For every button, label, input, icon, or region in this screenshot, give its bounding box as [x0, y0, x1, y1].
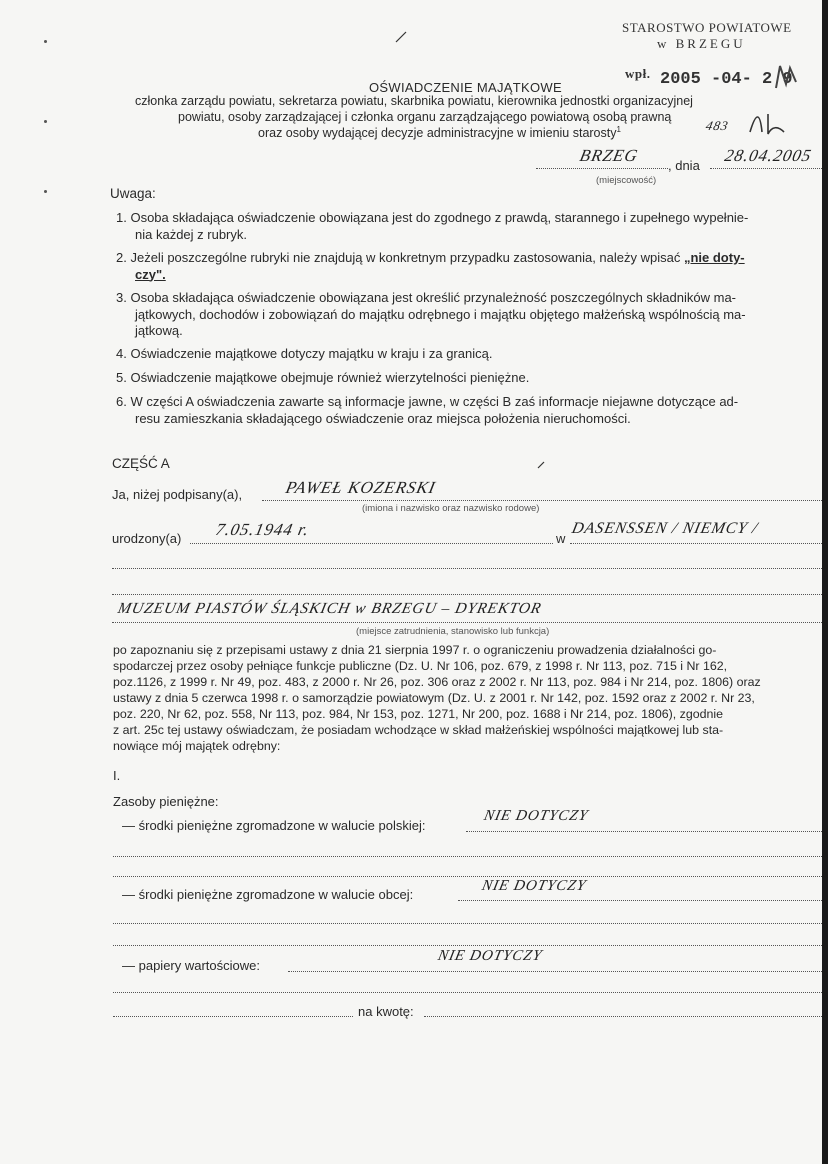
- note-number: 2.: [116, 250, 127, 265]
- blank-line: [113, 876, 822, 877]
- handwritten-mark-icon: [748, 108, 788, 138]
- note-number: 5.: [116, 370, 127, 385]
- amount-field-line: [424, 1016, 822, 1017]
- punch-mark: [44, 120, 47, 123]
- stamp-scribble-icon: [772, 62, 800, 92]
- office-stamp-name: STAROSTWO POWIATOWE: [622, 20, 792, 35]
- born-place-value: DASENSSEN / NIEMCY /: [570, 520, 760, 537]
- place-value: BRZEG: [578, 146, 641, 165]
- place-field-line: [536, 168, 668, 169]
- section-roman: I.: [113, 768, 121, 783]
- foreign-field-line: [458, 900, 822, 901]
- date-label: , dnia: [668, 158, 700, 173]
- title-line-3-text: oraz osoby wydającej decyzje administracyjne w imieniu starosty: [258, 126, 617, 141]
- note-text: Jeżeli poszczególne rubryki nie znajdują w konkretnym przypadku zastosowania, należy wpisać: [130, 250, 684, 265]
- registration-number: 483: [704, 118, 731, 133]
- blank-line: [113, 992, 822, 993]
- statement-line: po zapoznaniu się z przepisami ustawy z dnia 21 sierpnia 1997 r. o ograniczeniu prowadzenia działalności go-: [113, 643, 717, 657]
- statement-line: poz.1126, z 1999 r. Nr 49, poz. 483, z 2000 r. Nr 26, poz. 306 oraz z 2002 r. Nr 113, poz. 984 i Nr 214, poz. 1806) oraz: [113, 675, 761, 689]
- name-value: PAWEŁ KOZERSKI: [284, 478, 438, 497]
- note-text: Oświadczenie majątkowe obejmuje również wierzytelności pieniężne.: [130, 370, 530, 385]
- note-text: nia każdej z rubryk.: [135, 226, 247, 242]
- footnote-mark: 1: [616, 125, 621, 134]
- securities-field-line: [288, 971, 822, 972]
- pen-mark-icon: [394, 30, 408, 44]
- born-in-label: w: [556, 531, 566, 546]
- securities-label: — papiery wartościowe:: [122, 958, 260, 973]
- employment-line: [112, 622, 822, 623]
- office-stamp-city: w BRZEGU: [657, 36, 746, 51]
- note-text: jątkową.: [135, 323, 183, 338]
- note-number: 6.: [116, 394, 127, 409]
- securities-value: NIE DOTYCZY: [436, 948, 544, 964]
- born-date-value: 7.05.1944 r.: [214, 520, 312, 539]
- note-text: Oświadczenie majątkowe dotyczy majątku w kraju i za granicą.: [130, 346, 493, 361]
- blank-line: [113, 945, 822, 946]
- note-item-6: [116, 394, 738, 427]
- punch-mark: [44, 190, 47, 193]
- pln-label: — środki pieniężne zgromadzone w walucie polskiej:: [122, 818, 426, 833]
- title-line-1: członka zarządu powiatu, sekretarza powiatu, skarbnika powiatu, kierownika jednostki organizacyjnej: [135, 94, 693, 108]
- amount-prefix-line: [113, 1016, 353, 1017]
- note-item-2: [116, 250, 745, 283]
- pln-value: NIE DOTYCZY: [482, 808, 590, 824]
- blank-line: [112, 594, 822, 595]
- employment-caption: (miejsce zatrudnienia, stanowisko lub funkcja): [356, 626, 550, 637]
- note-item-3: [116, 290, 746, 340]
- note-item-1: [116, 210, 748, 243]
- punch-mark: [44, 40, 47, 43]
- note-item-4: [116, 346, 492, 363]
- scan-edge: [822, 0, 828, 1164]
- received-label: wpł.: [625, 66, 651, 81]
- statement-line: ustawy z dnia 5 czerwca 1998 r. o samorządzie powiatowym (Dz. U. z 2001 r. Nr 142, poz. 1592 oraz z 2002 r. Nr 23,: [113, 691, 755, 705]
- note-item-5: [116, 370, 529, 387]
- place-caption: (miejscowość): [596, 175, 657, 186]
- section-heading: Zasoby pieniężne:: [113, 794, 219, 809]
- blank-line: [113, 856, 822, 857]
- note-emphasis: czy".: [135, 266, 166, 282]
- blank-line: [113, 923, 822, 924]
- note-emphasis: „nie doty-: [683, 250, 745, 265]
- name-caption: (imiona i nazwisko oraz nazwisko rodowe): [362, 503, 540, 514]
- blank-line: [112, 568, 822, 569]
- title-line-3: [258, 125, 621, 140]
- pln-field-line: [466, 831, 822, 832]
- note-number: 1.: [116, 210, 127, 225]
- born-date-line: [190, 543, 553, 544]
- foreign-label: — środki pieniężne zgromadzone w walucie obcej:: [122, 887, 414, 902]
- note-text: W części A oświadczenia zawarte są informacje jawne, w części B zaś informacje niejawne dotyczące ad-: [130, 394, 739, 409]
- title-line-2: powiatu, osoby zarządzającej i członka organu zarządzającego powiatową osobą prawną: [178, 110, 672, 124]
- document-title: OŚWIADCZENIE MAJĄTKOWE: [369, 80, 562, 95]
- statement-line: spodarczej przez osoby pełniące funkcje publiczne (Dz. U. Nr 106, poz. 679, z 1998 r. Nr 113, poz. 715 i Nr 162,: [113, 659, 728, 673]
- amount-label: na kwotę:: [358, 1004, 414, 1019]
- name-field-line: [262, 500, 822, 501]
- pen-mark-icon: [536, 460, 546, 470]
- statement-line: z art. 25c tej ustawy oświadczam, że posiadam wchodzące w skład małżeńskiej wspólności majątkowej lub sta-: [113, 723, 724, 737]
- note-text: Osoba składająca oświadczenie obowiązana jest do zgodnego z prawdą, starannego i zupełnego wypełnie-: [130, 210, 749, 225]
- received-date: 2005 -04- 2 9: [660, 70, 793, 89]
- born-label: urodzony(a): [112, 531, 182, 546]
- date-value: 28.04.2005: [723, 146, 814, 165]
- notes-heading: Uwaga:: [110, 186, 156, 201]
- statement-line: nowiące mój majątek odrębny:: [113, 739, 281, 753]
- born-place-line: [570, 543, 822, 544]
- date-field-line: [710, 168, 822, 169]
- note-number: 4.: [116, 346, 127, 361]
- note-text: jątkowych, dochodów i zobowiązań do majątku odrębnego i majątku objętego małżeńską wspólnością ma-: [135, 306, 746, 322]
- note-text: resu zamieszkania składającego oświadczenie oraz miejsca położenia nieruchomości.: [135, 410, 631, 426]
- name-label: Ja, niżej podpisany(a),: [112, 487, 243, 502]
- part-a-heading: CZĘŚĆ A: [112, 456, 170, 471]
- statement-paragraph: [113, 642, 761, 754]
- foreign-value: NIE DOTYCZY: [480, 878, 588, 894]
- employment-value: MUZEUM PIASTÓW ŚLĄSKICH w BRZEGU – DYREKTOR: [116, 600, 544, 617]
- note-text: Osoba składająca oświadczenie obowiązana jest określić przynależność poszczególnych składników ma-: [130, 290, 736, 305]
- statement-line: poz. 220, Nr 62, poz. 558, Nr 113, poz. 984, Nr 153, poz. 1271, Nr 200, poz. 1688 i Nr 214, poz. 1806), zgodnie: [113, 707, 724, 721]
- note-number: 3.: [116, 290, 127, 305]
